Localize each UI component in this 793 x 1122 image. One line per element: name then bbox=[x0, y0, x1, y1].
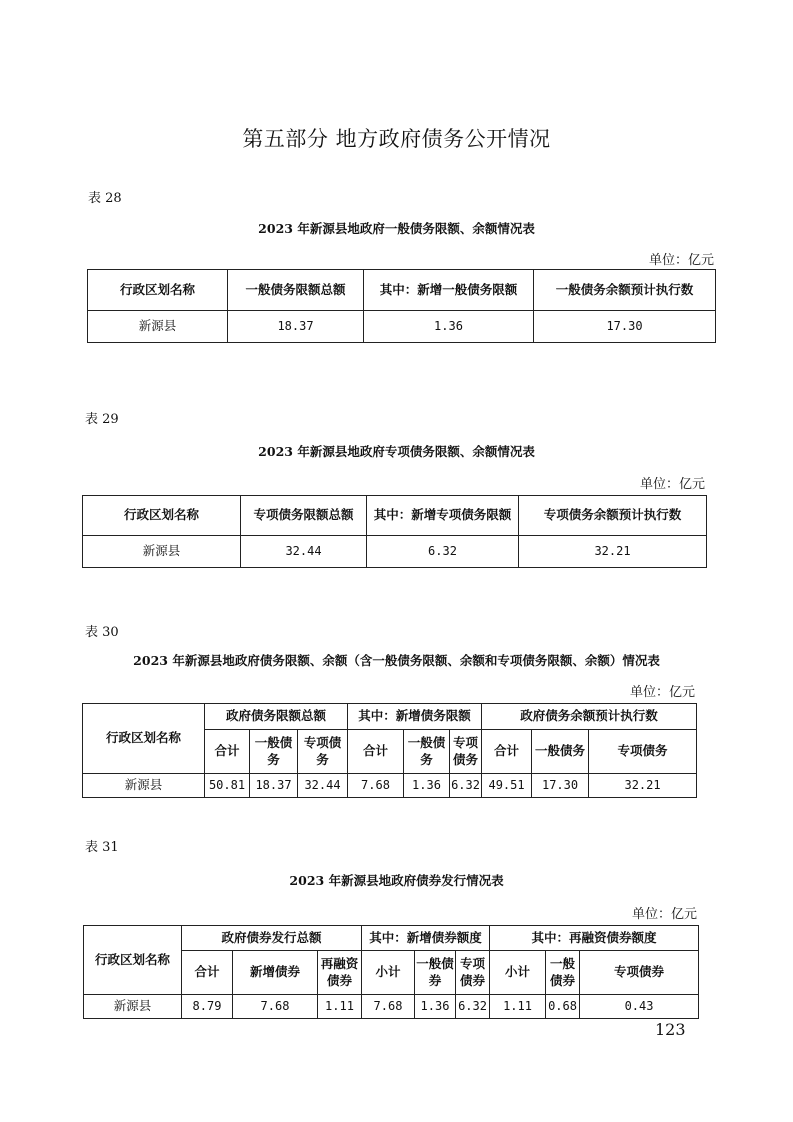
value-cell: 7.68 bbox=[362, 995, 415, 1019]
table-29-title: 2023 年新源县地政府专项债务限额、余额情况表 bbox=[258, 444, 535, 459]
value-cell: 1.11 bbox=[490, 995, 546, 1019]
region-cell: 新源县 bbox=[84, 995, 182, 1019]
table-28-title: 2023 年新源县地政府一般债务限额、余额情况表 bbox=[258, 221, 535, 236]
value-cell: 32.21 bbox=[589, 774, 697, 798]
value-cell: 18.37 bbox=[228, 311, 364, 343]
value-cell: 49.51 bbox=[482, 774, 532, 798]
header-cell: 其中：新增一般债务限额 bbox=[364, 270, 534, 311]
table-29-unit: 单位：亿元 bbox=[639, 477, 705, 492]
page-title: 第五部分 地方政府债务公开情况 bbox=[242, 127, 551, 151]
table-31-label: 表 31 bbox=[85, 840, 119, 855]
group-header: 政府债券发行总额 bbox=[182, 926, 362, 951]
table-31-title: 2023 年新源县地政府债券发行情况表 bbox=[289, 873, 504, 888]
value-cell: 8.79 bbox=[182, 995, 233, 1019]
sub-header: 专项债务 bbox=[298, 730, 348, 774]
value-cell: 7.68 bbox=[348, 774, 404, 798]
value-cell: 50.81 bbox=[205, 774, 250, 798]
value-cell: 6.32 bbox=[456, 995, 490, 1019]
sub-header: 专项债券 bbox=[456, 951, 490, 995]
table-31-unit: 单位：亿元 bbox=[631, 907, 697, 922]
sub-header: 小计 bbox=[362, 951, 415, 995]
sub-header: 一般债务 bbox=[404, 730, 450, 774]
sub-header: 一般债券 bbox=[546, 951, 580, 995]
value-cell: 1.36 bbox=[364, 311, 534, 343]
group-header: 其中：新增债务限额 bbox=[348, 704, 482, 730]
header-cell: 其中：新增专项债务限额 bbox=[367, 496, 519, 536]
value-cell: 1.11 bbox=[318, 995, 362, 1019]
region-header: 行政区划名称 bbox=[83, 704, 205, 774]
header-cell: 一般债务限额总额 bbox=[228, 270, 364, 311]
table-30-title: 2023 年新源县地政府债务限额、余额（含一般债务限额、余额和专项债务限额、余额）情况表 bbox=[133, 653, 660, 668]
table-30 bbox=[82, 703, 697, 798]
table-30-label: 表 30 bbox=[85, 625, 119, 640]
table-28-label: 表 28 bbox=[88, 191, 122, 206]
value-cell: 1.36 bbox=[404, 774, 450, 798]
value-cell: 7.68 bbox=[233, 995, 318, 1019]
header-cell: 专项债务限额总额 bbox=[241, 496, 367, 536]
region-cell: 新源县 bbox=[88, 311, 228, 343]
page-number: 123 bbox=[655, 1020, 686, 1039]
value-cell: 1.36 bbox=[415, 995, 456, 1019]
table-29 bbox=[82, 495, 707, 568]
sub-header: 专项债券 bbox=[580, 951, 699, 995]
table-28-unit: 单位：亿元 bbox=[648, 253, 714, 268]
sub-header: 合计 bbox=[205, 730, 250, 774]
table-31 bbox=[83, 925, 699, 1019]
sub-header: 一般债券 bbox=[415, 951, 456, 995]
sub-header: 专项债务 bbox=[450, 730, 482, 774]
sub-header: 一般债务 bbox=[532, 730, 589, 774]
table-29-label: 表 29 bbox=[85, 412, 119, 427]
group-header: 政府债务余额预计执行数 bbox=[482, 704, 697, 730]
sub-header: 合计 bbox=[182, 951, 233, 995]
group-header: 其中：新增债券额度 bbox=[362, 926, 490, 951]
table-30-unit: 单位：亿元 bbox=[629, 685, 695, 700]
sub-header: 专项债务 bbox=[589, 730, 697, 774]
sub-header: 合计 bbox=[348, 730, 404, 774]
value-cell: 18.37 bbox=[250, 774, 298, 798]
value-cell: 6.32 bbox=[450, 774, 482, 798]
header-cell: 专项债务余额预计执行数 bbox=[519, 496, 707, 536]
header-cell: 行政区划名称 bbox=[88, 270, 228, 311]
region-header: 行政区划名称 bbox=[84, 926, 182, 995]
sub-header: 新增债券 bbox=[233, 951, 318, 995]
group-header: 政府债务限额总额 bbox=[205, 704, 348, 730]
value-cell: 32.21 bbox=[519, 536, 707, 568]
header-cell: 一般债务余额预计执行数 bbox=[534, 270, 716, 311]
sub-header: 合计 bbox=[482, 730, 532, 774]
value-cell: 32.44 bbox=[241, 536, 367, 568]
group-header: 其中：再融资债券额度 bbox=[490, 926, 699, 951]
value-cell: 32.44 bbox=[298, 774, 348, 798]
header-cell: 行政区划名称 bbox=[83, 496, 241, 536]
value-cell: 0.68 bbox=[546, 995, 580, 1019]
sub-header: 小计 bbox=[490, 951, 546, 995]
value-cell: 6.32 bbox=[367, 536, 519, 568]
region-cell: 新源县 bbox=[83, 536, 241, 568]
value-cell: 17.30 bbox=[532, 774, 589, 798]
sub-header: 再融资债券 bbox=[318, 951, 362, 995]
sub-header: 一般债务 bbox=[250, 730, 298, 774]
value-cell: 17.30 bbox=[534, 311, 716, 343]
table-28 bbox=[87, 269, 716, 343]
region-cell: 新源县 bbox=[83, 774, 205, 798]
value-cell: 0.43 bbox=[580, 995, 699, 1019]
